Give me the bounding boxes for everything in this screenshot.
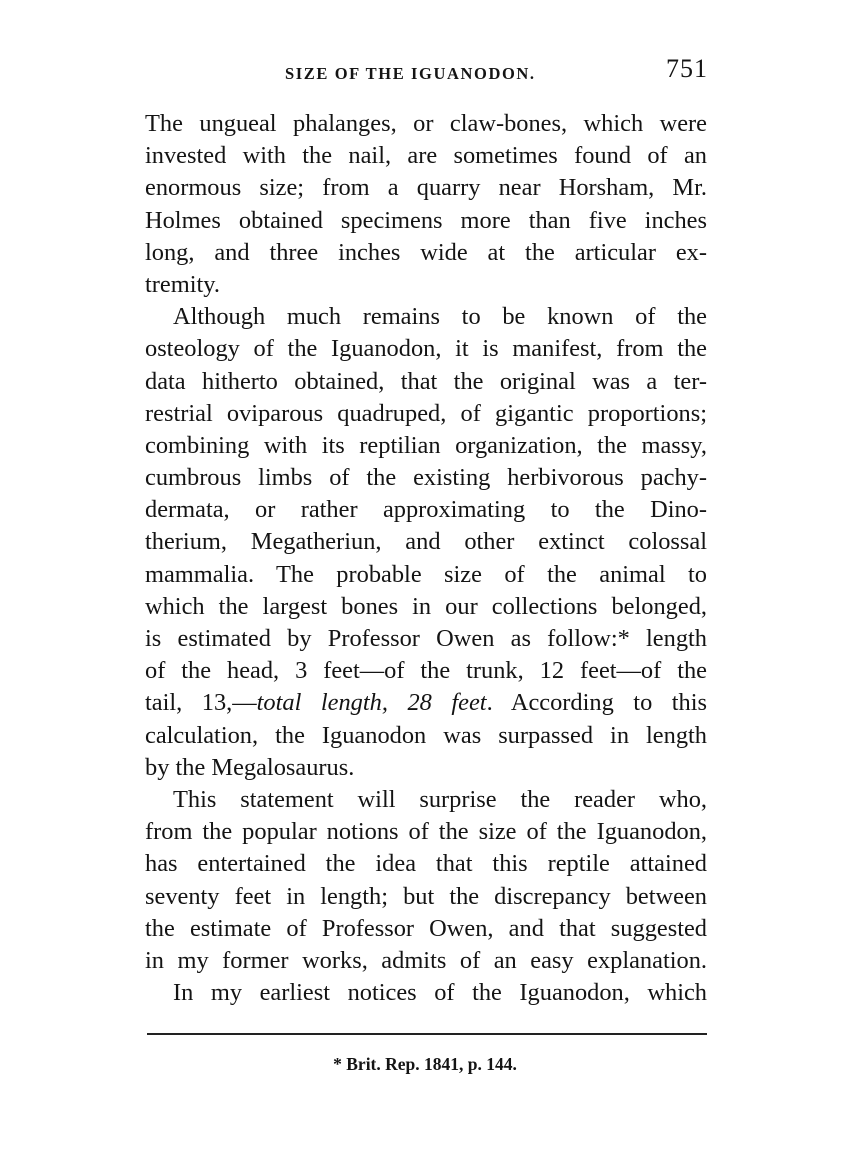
text-line: the estimate of Professor Owen, and that suggested [145, 914, 707, 942]
footnote: * Brit. Rep. 1841, p. 144. [333, 1054, 517, 1074]
footnote-divider [147, 1033, 707, 1035]
text-line: which the largest bones in our collections belonged, [145, 592, 707, 620]
text-line: of the head, 3 feet—of the trunk, 12 feet—of the [145, 657, 707, 685]
text-line: has entertained the idea that this reptile attained [145, 850, 707, 878]
text-line: mammalia. The probable size of the animal to [145, 560, 707, 588]
text-line: invested with the nail, are sometimes found of an [145, 142, 707, 170]
text-line: cumbrous limbs of the existing herbivorous pachy- [145, 464, 707, 492]
text-line: restrial oviparous quadruped, of gigantic proportions; [145, 399, 707, 427]
text-line: calculation, the Iguanodon was surpassed in length [145, 721, 707, 749]
text-line: from the popular notions of the size of the Iguanodon, [145, 818, 707, 846]
text-line: tail, 13,—total length, 28 feet. According to this [145, 689, 707, 717]
text-line: data hitherto obtained, that the original was a ter- [145, 367, 707, 395]
text-line: by the Megalosaurus. [145, 753, 355, 781]
text-line: dermata, or rather approximating to the Dino- [145, 496, 707, 524]
text-line: combining with its reptilian organization, the massy, [145, 431, 707, 459]
text-line: seventy feet in length; but the discrepancy between [145, 882, 707, 910]
text-line: long, and three inches wide at the articular ex- [145, 238, 707, 266]
text-line: Although much remains to be known of the [173, 303, 707, 331]
page-number: 751 [666, 54, 708, 83]
text-line: is estimated by Professor Owen as follow:* length [145, 625, 707, 652]
running-title: SIZE OF THE IGUANODON. [285, 64, 536, 83]
body-text [145, 108, 707, 1009]
page-header [145, 54, 708, 92]
text-line: therium, Megatheriun, and other extinct colossal [145, 528, 707, 556]
text-line: The ungueal phalanges, or claw-bones, which were [145, 110, 707, 137]
text-line: Holmes obtained specimens more than five inches [145, 206, 707, 234]
text-line: This statement will surprise the reader who, [173, 785, 707, 813]
text-line: tremity. [145, 270, 220, 298]
text-line: in my former works, admits of an easy explanation. [145, 946, 707, 974]
text-line: In my earliest notices of the Iguanodon, which [173, 979, 707, 1007]
text-line: enormous size; from a quarry near Horsham, Mr. [145, 174, 707, 202]
text-line: osteology of the Iguanodon, it is manifest, from the [145, 335, 707, 363]
